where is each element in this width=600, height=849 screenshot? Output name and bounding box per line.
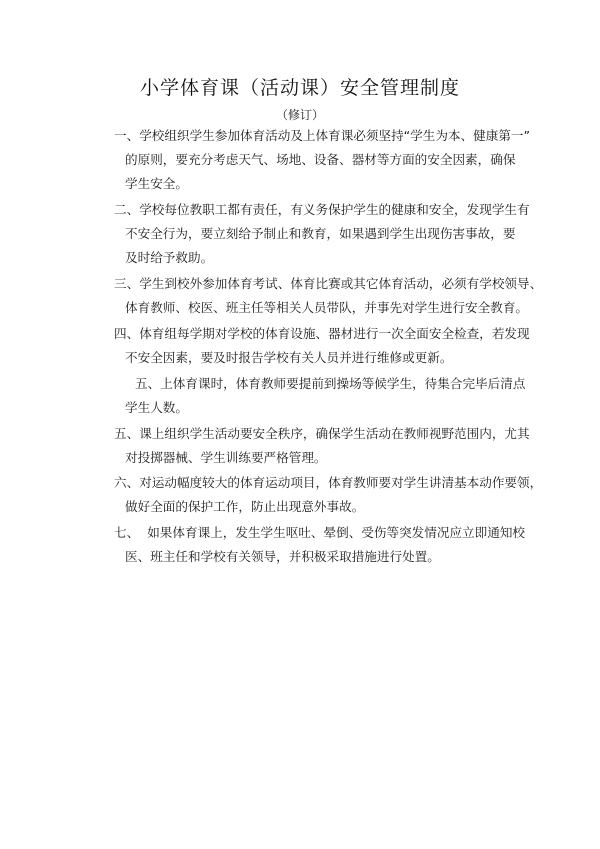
paragraph-line: 学生安全。	[125, 176, 188, 191]
paragraph-line: 不安全因素，要及时报告学校有关人员并进行维修或更新。	[125, 350, 453, 365]
paragraph-line: 五、课上组织学生活动要安全秩序，确保学生活动在教师视野范围内，尤其	[114, 426, 530, 441]
rule-paragraph-1	[114, 124, 531, 196]
document-title: 小学体育课（活动课）安全管理制度	[139, 77, 460, 99]
rule-paragraph-7	[114, 471, 543, 519]
paragraph-line: 的原则，要充分考虑天气、场地、设备、器材等方面的安全因素，确保	[125, 152, 516, 167]
paragraph-line: 对投掷器械、学生训练要严格管理。	[125, 450, 327, 465]
paragraph-line: 二、学校每位教职工都有责任，有义务保护学生的健康和安全，发现学生有	[114, 202, 530, 217]
paragraph-line: 不安全行为，要立刻给予制止和教育，如果遇到学生出现伤害事故，要	[125, 226, 516, 241]
paragraph-line: 医、班主任和学校有关领导，并积极采取措施进行处置。	[125, 549, 440, 564]
rule-paragraph-3	[114, 272, 543, 320]
paragraph-line: 一、学校组织学生参加体育活动及上体育课必须坚持“学生为本、健康第一”	[114, 128, 531, 143]
paragraph-line: 四、体育组每学期对学校的体育设施、器材进行一次全面安全检查，若发现	[114, 326, 530, 341]
paragraph-line: 三、学生到校外参加体育考试、体育比赛或其它体育活动，必须有学校领导、	[114, 276, 543, 291]
document-subtitle: （修订）	[275, 108, 324, 122]
rule-paragraph-5	[125, 372, 526, 420]
paragraph-line: 六、对运动幅度较大的体育运动项目，体育教师要对学生讲清基本动作要领，	[114, 475, 543, 490]
rule-paragraph-2	[114, 198, 530, 270]
paragraph-line: 体育教师、校医、班主任等相关人员带队，并事先对学生进行安全教育。	[125, 300, 528, 315]
rule-paragraph-8	[114, 521, 526, 569]
paragraph-line: 学生人数。	[125, 400, 188, 415]
paragraph-line: 五、上体育课时，体育教师要提前到操场等候学生，待集合完毕后清点	[135, 376, 526, 391]
rule-paragraph-6	[114, 422, 530, 470]
paragraph-line: 七、 如果体育课上，发生学生呕吐、晕倒、受伤等突发情况应立即通知校	[114, 525, 526, 540]
rule-paragraph-4	[114, 322, 530, 370]
paragraph-line: 及时给予救助。	[125, 250, 214, 265]
paragraph-line: 做好全面的保护工作，防止出现意外事故。	[125, 499, 365, 514]
